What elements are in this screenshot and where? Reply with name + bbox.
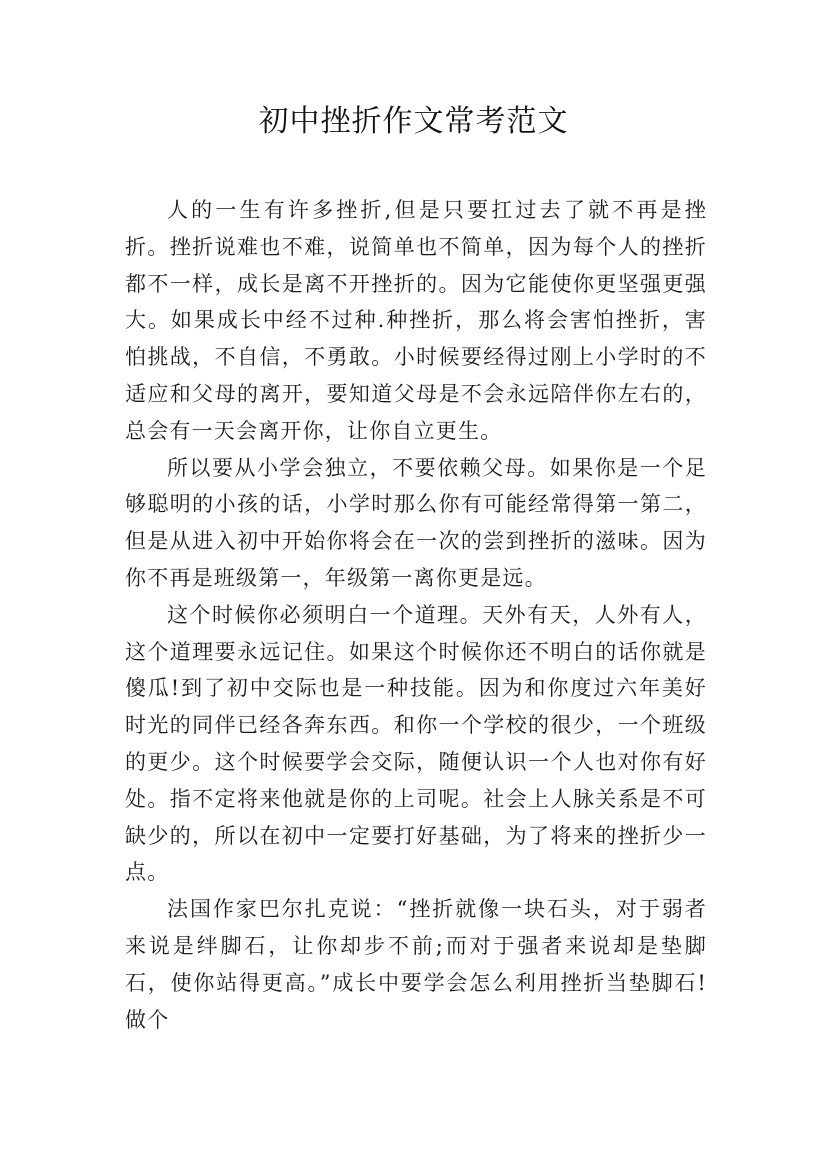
paragraph: 法国作家巴尔扎克说：“挫折就像一块石头，对于弱者来说是绊脚石，让你却步不前;而对于强者来说却是垫脚石，使你站得更高。”成长中要学会怎么利用挫折当垫脚石!做个 — [125, 897, 707, 1032]
paragraph: 人的一生有许多挫折,但是只要扛过去了就不再是挫折。挫折说难也不难，说简单也不简单，因为每个人的挫折都不一样，成长是离不开挫折的。因为它能使你更坚强更强大。如果成长中经不过种.种挫折，那么将会害怕挫折，害怕挑战，不自信，不勇敢。小时候要经得过刚上小学时的不适应和父母的离开，要知道父母是不会永远陪伴你左右的，总会有一天会离开你，让你自立更生。 — [125, 198, 707, 443]
document-body — [125, 192, 707, 1038]
document-title: 初中挫折作文常考范文 — [258, 104, 569, 139]
paragraph: 这个时候你必须明白一个道理。天外有天，人外有人，这个道理要永远记住。如果这个时候你还不明白的话你就是傻瓜!到了初中交际也是一种技能。因为和你度过六年美好时光的同伴已经各奔东西。和你一个学校的很少，一个班级的更少。这个时候要学会交际，随便认识一个人也对你有好处。指不定将来他就是你的上司呢。社会上人脉关系是不可缺少的，所以在初中一定要打好基础，为了将来的挫折少一点。 — [125, 602, 707, 885]
paragraph: 所以要从小学会独立，不要依赖父母。如果你是一个足够聪明的小孩的话，小学时那么你有可能经常得第一第二，但是从进入初中开始你将会在一次的尝到挫折的滋味。因为你不再是班级第一，年级第一离你更是远。 — [125, 455, 707, 590]
